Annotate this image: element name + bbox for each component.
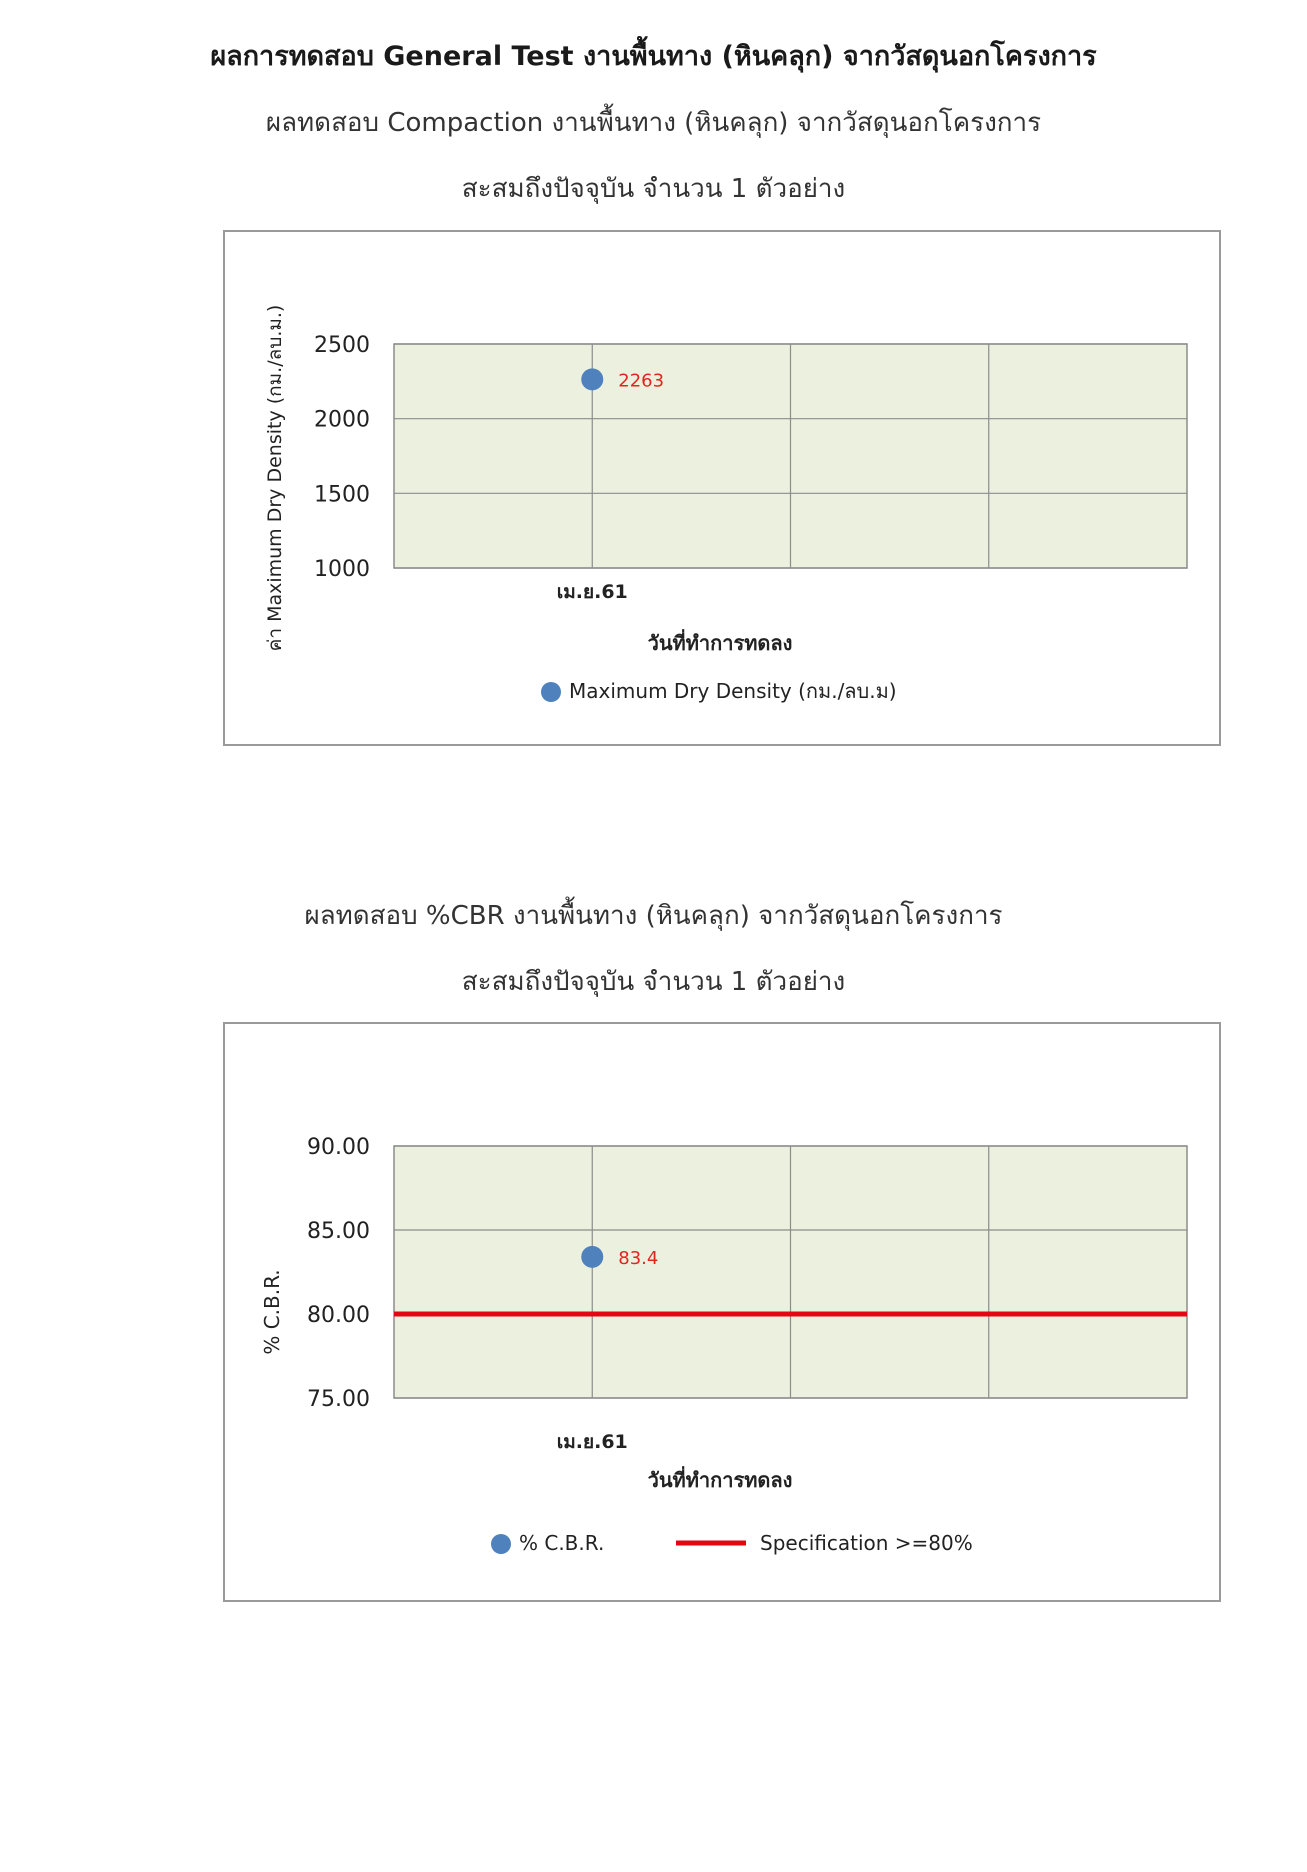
- mdd-ytick-label: 2500: [314, 333, 370, 358]
- compaction-chart: [223, 230, 1221, 746]
- cbr-x-axis-title: วันที่ทำการทดลง: [647, 1468, 793, 1492]
- mdd-legend-dot-marker: [541, 682, 561, 702]
- cbr-ytick-label: 90.00: [307, 1135, 370, 1160]
- cbr-data-point: [581, 1246, 603, 1268]
- cbr-legend-label: % C.B.R.: [519, 1531, 605, 1555]
- cbr-chart-title: ผลทดสอบ %CBR งานพื้นทาง (หินคลุก) จากวัสดุนอกโครงการ: [304, 901, 1003, 931]
- cbr-chart-subtitle: สะสมถึงปัจจุบัน จำนวน 1 ตัวอย่าง: [461, 967, 846, 997]
- cbr-ytick-label: 80.00: [307, 1303, 370, 1328]
- mdd-x-axis-title: วันที่ทำการทดลง: [647, 631, 793, 655]
- mdd-ytick-label: 1500: [314, 482, 370, 508]
- compaction-chart-title: ผลทดสอบ Compaction งานพื้นทาง (หินคลุก) จากวัสดุนอกโครงการ: [265, 108, 1042, 138]
- mdd-legend-label: Maximum Dry Density (กม./ลบ.ม): [569, 679, 897, 703]
- mdd-ytick-label: 2000: [314, 407, 370, 433]
- cbr-legend-dot-marker: [491, 1534, 511, 1554]
- cbr-y-axis-title: % C.B.R.: [260, 1269, 284, 1355]
- compaction-chart-svg: [225, 232, 1219, 744]
- mdd-y-axis-title: ค่า Maximum Dry Density (กม./ลบ.ม.): [264, 304, 286, 652]
- compaction-chart-subtitle: สะสมถึงปัจจุบัน จำนวน 1 ตัวอย่าง: [461, 174, 846, 204]
- cbr-chart: [223, 1022, 1221, 1602]
- page-title: ผลการทดสอบ General Test งานพื้นทาง (หินคลุก) จากวัสดุนอกโครงการ: [210, 41, 1097, 72]
- mdd-data-point: [581, 368, 603, 390]
- cbr-legend-label: Specification >=80%: [760, 1531, 973, 1555]
- cbr-ytick-label: 85.00: [307, 1219, 370, 1244]
- mdd-ytick-label: 1000: [314, 557, 370, 582]
- cbr-data-label: 83.4: [618, 1247, 659, 1269]
- mdd-data-label: 2263: [618, 370, 665, 392]
- cbr-chart-svg: [225, 1024, 1219, 1600]
- mdd-xtick-label: เม.ย.61: [556, 581, 628, 603]
- cbr-ytick-label: 75.00: [307, 1387, 370, 1412]
- cbr-xtick-label: เม.ย.61: [556, 1431, 628, 1453]
